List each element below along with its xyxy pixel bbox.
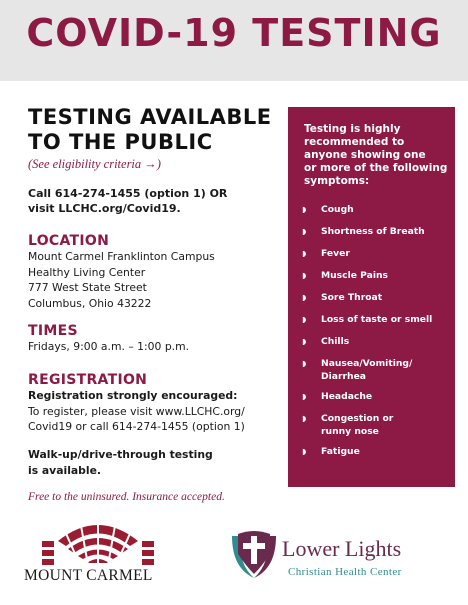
address-line: 777 West State Street	[28, 281, 147, 294]
bullet-icon: ◗	[302, 414, 307, 423]
walkup-line: Walk-up/drive-through testing	[28, 448, 213, 461]
heading-line: TESTING AVAILABLE	[28, 105, 272, 129]
title-banner	[0, 0, 468, 81]
symptom-line: Fatigue	[321, 446, 360, 457]
bullet-icon: ◗	[302, 337, 307, 346]
lower-lights-logo	[228, 528, 453, 588]
symptoms-intro	[304, 123, 450, 188]
lower-lights-subtitle: Christian Health Center	[288, 566, 402, 578]
times-text	[28, 339, 283, 355]
walkup-note	[28, 447, 283, 478]
lower-lights-name: Lower Lights	[282, 536, 402, 561]
symptom-line: Chills	[321, 336, 350, 347]
symptom-line: Muscle Pains	[321, 270, 389, 281]
symptom-line: Sore Throat	[321, 292, 383, 303]
registration-bold-line: Registration strongly encouraged:	[28, 389, 238, 402]
heading-line: TO THE PUBLIC	[28, 130, 213, 154]
symptom-label	[321, 358, 449, 383]
registration-line: Covid19 or call 614-274-1455 (option 1)	[28, 420, 245, 433]
symptom-label	[321, 314, 449, 327]
registration-line: To register, please visit www.LLCHC.org/	[28, 404, 245, 418]
address-line: Healthy Living Center	[28, 265, 146, 279]
symptom-line: Fever	[321, 248, 350, 259]
insurance-note: Free to the uninsured. Insurance accepted.	[28, 491, 225, 503]
address-line: Columbus, Ohio 43222	[28, 296, 152, 310]
call-line: visit LLCHC.org/Covid19.	[28, 202, 181, 215]
intro-line: recommended to	[304, 136, 405, 148]
symptom-line: Congestion or	[321, 413, 394, 424]
call-line: Call 614-274-1455 (option 1) OR	[28, 187, 228, 200]
symptoms-panel	[288, 107, 455, 487]
symptom-line: Cough	[321, 204, 354, 215]
bullet-icon: ◗	[302, 447, 307, 456]
intro-line: or more of the following	[304, 162, 448, 174]
symptom-line: Shortness of Breath	[321, 226, 425, 237]
mount-carmel-name: MOUNT CARMEL	[24, 567, 153, 584]
address-line: Mount Carmel Franklinton Campus	[28, 250, 215, 263]
page-title: COVID-19 TESTING	[26, 11, 442, 55]
mount-carmel-logo	[24, 515, 174, 585]
symptom-label	[321, 248, 449, 261]
location-title: LOCATION	[28, 233, 110, 249]
intro-line: symptoms:	[304, 175, 370, 187]
symptom-label	[321, 204, 449, 217]
symptom-label	[321, 446, 449, 459]
symptom-label	[321, 391, 449, 404]
lower-lights-cross-icon	[228, 528, 280, 580]
intro-line: anyone showing one	[304, 149, 426, 161]
symptom-label	[321, 413, 449, 438]
times-title: TIMES	[28, 323, 78, 339]
symptom-line: runny nose	[321, 425, 379, 437]
bullet-icon: ◗	[302, 359, 307, 368]
bullet-icon: ◗	[302, 315, 307, 324]
bullet-icon: ◗	[302, 205, 307, 214]
walkup-line: is available.	[28, 463, 102, 477]
bullet-icon: ◗	[302, 227, 307, 236]
symptom-line: Diarrhea	[321, 370, 367, 382]
bullet-icon: ◗	[302, 293, 307, 302]
symptom-line: Headache	[321, 391, 373, 402]
registration-title: REGISTRATION	[28, 372, 148, 388]
intro-heading	[28, 105, 278, 155]
location-address	[28, 249, 283, 311]
symptom-label	[321, 226, 449, 239]
mount-carmel-arch-icon	[38, 515, 158, 565]
eligibility-note: (See eligibility criteria →)	[28, 157, 161, 171]
intro-line: Testing is highly	[304, 123, 401, 135]
bullet-icon: ◗	[302, 392, 307, 401]
symptom-label	[321, 270, 449, 283]
bullet-icon: ◗	[302, 249, 307, 258]
registration-text	[28, 388, 283, 435]
symptom-line: Loss of taste or smell	[321, 314, 433, 325]
times-line: Fridays, 9:00 a.m. – 1:00 p.m.	[28, 340, 190, 353]
symptom-label	[321, 292, 449, 305]
symptom-line: Nausea/Vomiting/	[321, 358, 413, 369]
bullet-icon: ◗	[302, 271, 307, 280]
symptom-label	[321, 336, 449, 349]
call-instructions	[28, 186, 283, 216]
